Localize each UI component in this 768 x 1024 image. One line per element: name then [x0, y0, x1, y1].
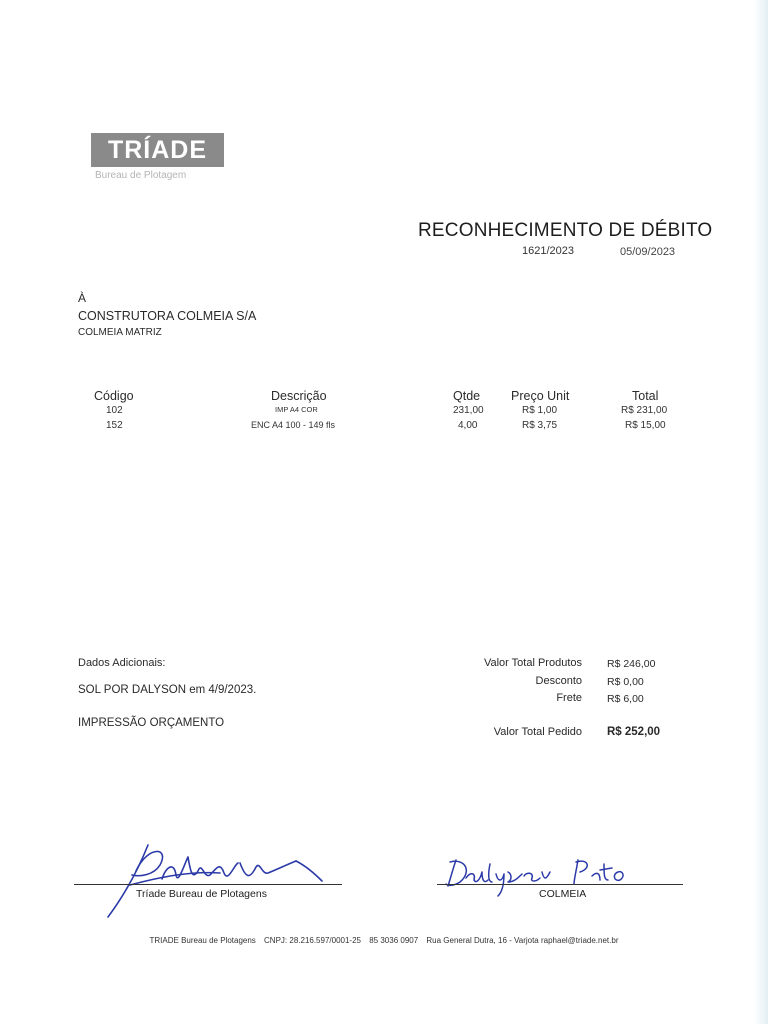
- row-code: 152: [106, 420, 123, 431]
- freight-value: R$ 6,00: [607, 693, 644, 705]
- header-total: Total: [632, 389, 659, 403]
- footer-address: Rua General Dutra, 16 - Varjota raphael@triade.net.br: [426, 936, 619, 945]
- products-total-value: R$ 246,00: [607, 658, 656, 670]
- footer-company: TRIADE Bureau de Plotagens: [149, 936, 256, 945]
- additional-data-line1: SOL POR DALYSON em 4/9/2023.: [78, 684, 257, 696]
- page-edge-shadow: [754, 0, 768, 1024]
- right-signature-line: [437, 884, 683, 885]
- order-total-label: Valor Total Pedido: [493, 726, 582, 738]
- right-signature-caption: COLMEIA: [539, 888, 587, 900]
- recipient-prefix: À: [78, 291, 87, 305]
- footer-phone: 85 3036 0907: [369, 936, 419, 945]
- header-unit-price: Preço Unit: [511, 389, 570, 403]
- freight-label: Frete: [556, 692, 582, 704]
- document-date: 05/09/2023: [620, 246, 676, 258]
- header-description: Descrição: [271, 389, 327, 403]
- row-unit-price: R$ 3,75: [522, 420, 558, 431]
- logo-wordmark: TRÍADE: [107, 135, 208, 164]
- row-total: R$ 15,00: [625, 420, 666, 431]
- footer: [0, 936, 768, 945]
- row-code: 102: [106, 405, 123, 416]
- additional-data-line2: IMPRESSÃO ORÇAMENTO: [78, 717, 225, 729]
- footer-cnpj: CNPJ: 28.216.597/0001-25: [264, 936, 361, 945]
- additional-data-label: Dados Adicionais:: [78, 657, 166, 669]
- logo-tagline: Bureau de Plotagem: [95, 170, 187, 181]
- row-qty: 231,00: [453, 405, 484, 416]
- row-description: ENC A4 100 - 149 fls: [251, 420, 336, 430]
- company-logo: [91, 133, 224, 167]
- header-qty: Qtde: [453, 389, 481, 403]
- row-qty: 4,00: [458, 420, 478, 431]
- left-signature-line: [74, 884, 342, 885]
- document-title: RECONHECIMENTO DE DÉBITO: [418, 220, 713, 241]
- discount-value: R$ 0,00: [607, 676, 644, 688]
- order-total-value: R$ 252,00: [607, 726, 661, 738]
- document-number: 1621/2023: [522, 245, 574, 257]
- products-total-label: Valor Total Produtos: [483, 657, 582, 669]
- left-signature-caption: Tríade Bureau de Plotagens: [136, 888, 267, 900]
- recipient-branch: COLMEIA MATRIZ: [78, 327, 162, 338]
- left-signature: [100, 835, 340, 925]
- row-total: R$ 231,00: [621, 405, 668, 416]
- recipient-company: CONSTRUTORA COLMEIA S/A: [78, 309, 257, 323]
- row-unit-price: R$ 1,00: [522, 405, 558, 416]
- discount-label: Desconto: [535, 675, 582, 687]
- header-code: Código: [94, 389, 134, 403]
- row-description: IMP A4 COR: [275, 405, 318, 414]
